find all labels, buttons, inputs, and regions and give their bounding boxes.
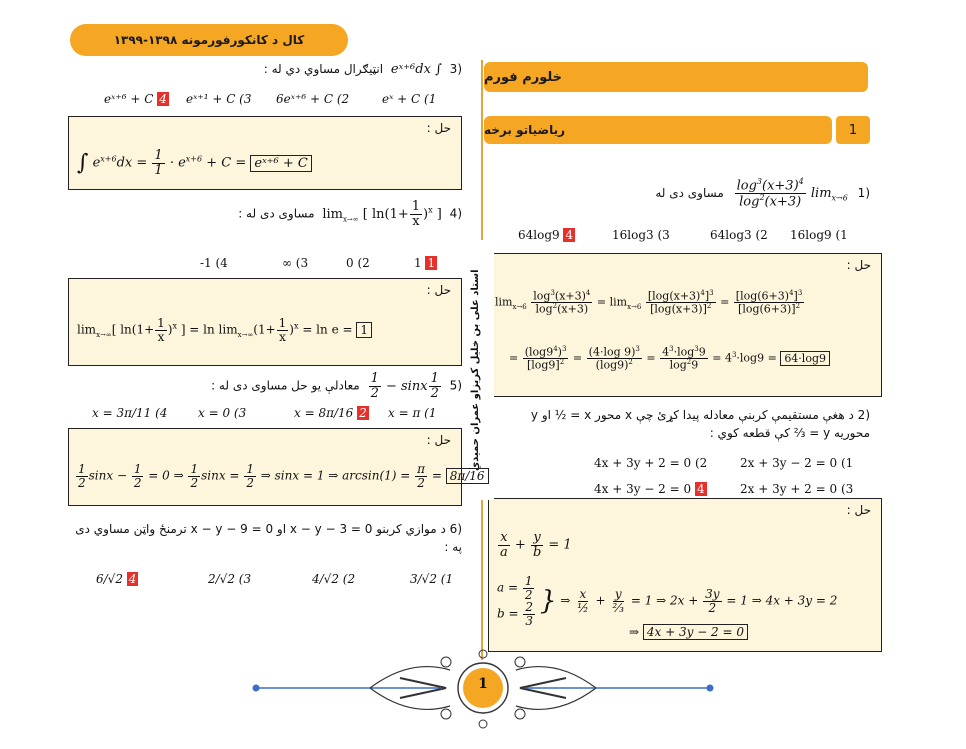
q6-text: د موازي کربنو x − y − 3 = 0 او x − y − 9 = 0 ترمنځ واټن مساوي دی په : — [75, 522, 462, 554]
q1-number: (1 — [857, 185, 870, 200]
q2-number: (2 — [857, 408, 870, 422]
q1-text: مساوی دی له — [655, 185, 724, 200]
q3-question — [200, 62, 462, 77]
footer-ornament-icon — [250, 648, 716, 738]
q2-solution-label: حل : — [846, 503, 871, 517]
q3-solution-line: ∫ $e^{x+6}dx$ = $\frac{1}{1}$ · $e^{x+6} + C$ = eˣ⁺⁶ + C — [77, 149, 312, 177]
q4-number: (4 — [449, 206, 462, 221]
q5-text: معادلې يو حل مساوی دی له : — [211, 378, 360, 393]
q2-answer: 4x + 3y − 2 = 0 — [643, 624, 748, 640]
q4-solution-label: حل : — [426, 283, 451, 297]
q1-option-4[interactable]: 64log9 4 — [518, 228, 574, 242]
q2-question — [492, 406, 870, 442]
year-banner — [70, 24, 348, 56]
q3-expr: ∫ eˣ⁺⁶dx — [390, 62, 442, 77]
q2-text: د هغې مستقيمې کربنې معادله پيدا کړئ چې x محور x = ½ او y محوريه y = ⅔ کې قطعه کوي : — [530, 408, 870, 440]
q2-selected-marker: 4 — [696, 482, 705, 496]
q6-selected-marker: 4 — [128, 572, 137, 586]
year-banner-text: ۱۳۹۹-۱۳۹۸ کال د کانکورفورمونه — [113, 33, 305, 47]
subsection-title: رياضياتو برخه — [484, 123, 566, 137]
q1-solution-line1: $\lim_{x\to 6}$ $\frac{\log^3(x+3)^4}{\log^2(x+3)}$ = $\lim_{x\to 6}$ $\frac{[\log(x+3)^4]^3}{[\log(x+3)]^2}$ = $\frac{[\log(6+3)^4]^3}{[\log(6+3)]^2}$ — [495, 289, 803, 316]
page-number: 1 — [478, 676, 488, 692]
subsection-number-badge — [836, 116, 870, 144]
subsection-number: 1 — [848, 122, 858, 138]
q1-selected-marker: 4 — [565, 228, 574, 242]
q4-solution-box — [68, 278, 462, 366]
q3-option-1[interactable]: eˣ + C (1 — [382, 92, 437, 106]
q4-solution-line: $\lim_{x\to\infty}$[ ln(1+ $\frac{1}{x}$ )$^x$ ] = $\ln \lim_{x\to\infty}(1+$ $\frac{1}{x}$ )$^x$ = ln e = 1 — [77, 317, 372, 343]
q2-option-4[interactable]: 4x + 3y − 2 = 0 4 — [594, 482, 705, 496]
q1-solution-label: حل : — [846, 258, 871, 272]
q4-option-1[interactable]: 1 1 — [414, 256, 436, 270]
q1-option-1[interactable]: 16log9 (1 — [790, 228, 848, 242]
q3-option-2[interactable]: 6eˣ⁺⁶ + C (2 — [276, 92, 350, 106]
q1-solution-line2: = $\frac{(\log 9^4)^3}{[\log 9]^2}$ = $\frac{(4\cdot\log 9)^3}{(\log 9)^2}$ = $\frac{4^3\cdot\log^39}{\log^29}$ = $4^3\cdot\log 9 = 64\cdot\log 9$ — [509, 346, 830, 371]
q4-text: مساوی دی له : — [238, 206, 315, 221]
q4-answer: 1 — [356, 322, 372, 338]
q6-option-2[interactable]: 4/√2 (2 — [312, 572, 356, 586]
q2-option-1[interactable]: 2x + 3y − 2 = 0 (1 — [740, 456, 854, 470]
q6-question — [70, 520, 462, 556]
q5-answer: 8π/16 — [446, 468, 489, 484]
q1-solution-box — [488, 253, 882, 397]
q4-option-3[interactable]: ∞ (3 — [282, 256, 309, 270]
q1-option-2[interactable]: 64log3 (2 — [710, 228, 768, 242]
q5-option-1[interactable]: x = π (1 — [388, 406, 437, 420]
q2-solution-line1: $\frac{x}{a}$ + $\frac{y}{b}$ = 1 — [500, 530, 572, 560]
q3-solution-box — [68, 116, 462, 190]
q3-text: انټيګرال مساوي دي له : — [263, 62, 384, 76]
q5-option-2[interactable]: x = 8π/16 2 — [294, 406, 367, 420]
q5-solution-box — [68, 428, 485, 506]
q4-question: (4 $\lim_{x\to\infty}$ [ ln(1+ $\frac{1}{x}$ )$^x$ ] مساوی دی له : — [238, 199, 462, 229]
q5-number: (5 — [449, 378, 462, 393]
section-title-bar — [484, 62, 868, 92]
q4-option-2[interactable]: 0 (2 — [346, 256, 370, 270]
q5-solution-label: حل : — [426, 433, 451, 447]
q5-option-4[interactable]: x = 3π/11 (4 — [92, 406, 168, 420]
section-title: خلورم فورم — [484, 69, 563, 85]
author-credit: استاد علی بن خلیل کریزاو عمران حمیدي — [470, 240, 494, 500]
q2-option-3[interactable]: 2x + 3y + 2 = 0 (3 — [740, 482, 854, 496]
q5-option-3[interactable]: x = 0 (3 — [198, 406, 247, 420]
q1-answer: 64·log9 — [780, 351, 830, 366]
q3-answer: eˣ⁺⁶ + C — [250, 155, 312, 172]
q2-solution-answer-row: ⇒ 4x + 3y − 2 = 0 — [629, 625, 748, 639]
subsection-title-bar — [484, 116, 832, 144]
q5-selected-marker: 2 — [359, 406, 367, 420]
q4-option-4[interactable]: -1 (4 — [200, 256, 228, 270]
q2-solution-line2: a = $\frac{1}{2}$ b = $\frac{2}{3}$ } ⇒ $\frac{x}{\text{½}}$ + $\frac{y}{\text{⅔}}$ = 1 ⇒ 2x + $\frac{3y}{2}$ = 1 ⇒ 4x + 3y = 2 — [497, 574, 838, 628]
q2-solution-box — [488, 498, 882, 652]
q2-option-2[interactable]: 4x + 3y + 2 = 0 (2 — [594, 456, 708, 470]
q6-number: (6 — [449, 522, 462, 536]
q1-question: (1 $\lim_{x\to 6}$ $\frac{\log^3(x+3)^4}{\log^2(x+3)}$ مساوی دی له — [655, 177, 870, 210]
q6-option-3[interactable]: 2/√2 (3 — [208, 572, 252, 586]
q5-solution-line: $\frac{1}{2}$ sinx − $\frac{1}{2}$ = 0 ⇒ $\frac{1}{2}$ sinx = $\frac{1}{2}$ ⇒ sinx = 1 ⇒ arcsin(1) = $\frac{\pi}{2}$ = 8π/16 — [75, 463, 489, 489]
q5-question: (5 $\frac{1}{2}$ sinx − $\frac{1}{2}$ معادلې يو حل مساوی دی له : — [211, 371, 462, 401]
q3-option-4[interactable]: eˣ⁺⁶ + C 4 — [104, 92, 167, 106]
q4-selected-marker: 1 — [427, 256, 436, 270]
q3-selected-marker: 4 — [159, 92, 167, 106]
q6-option-4[interactable]: 6/√2 4 — [96, 572, 137, 586]
q3-option-3[interactable]: eˣ⁺¹ + C (3 — [186, 92, 252, 106]
q3-number: (3 — [449, 62, 462, 76]
q6-option-1[interactable]: 3/√2 (1 — [410, 572, 454, 586]
q1-option-3[interactable]: 16log3 (3 — [612, 228, 670, 242]
q3-solution-label: حل : — [426, 121, 451, 135]
